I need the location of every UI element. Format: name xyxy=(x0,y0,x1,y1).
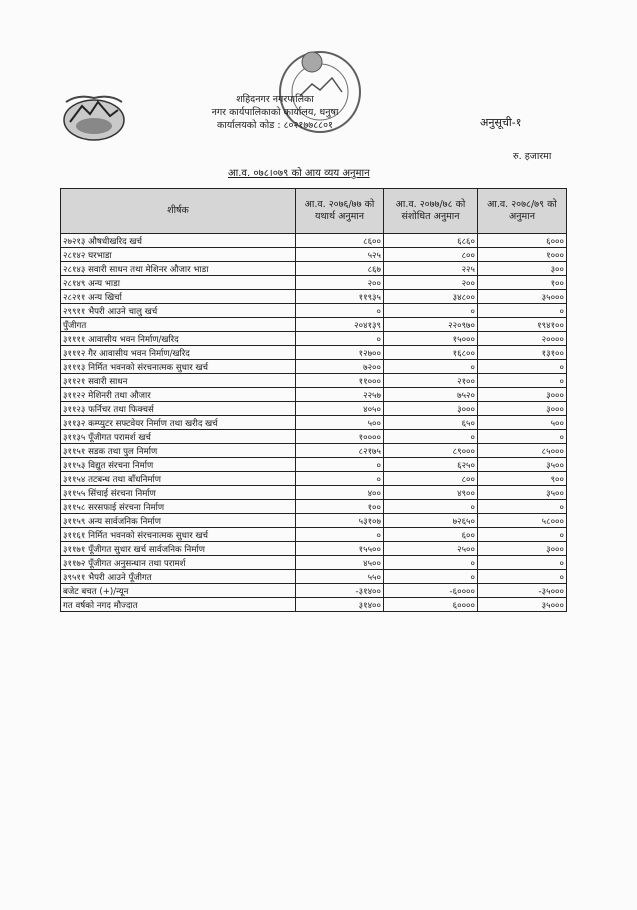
row-value: ३१४०० xyxy=(296,598,384,612)
row-value: ६०० xyxy=(384,528,478,542)
column-header: आ.व. २०७६/७७ को यथार्थ अनुमान xyxy=(296,189,384,234)
row-label: ३११५५ सिंचाई संरचना निर्माण xyxy=(61,486,296,500)
row-value: २०४१३९ xyxy=(296,318,384,332)
row-value: ५३१०७ xyxy=(296,514,384,528)
row-label: २९९११ भैपरी आउने चालु खर्च xyxy=(61,304,296,318)
table-row xyxy=(61,374,567,388)
row-value: ३५०० xyxy=(478,458,567,472)
row-value: १०० xyxy=(478,276,567,290)
table-row xyxy=(61,598,567,612)
budget-table xyxy=(60,188,567,612)
row-value: ९०० xyxy=(478,472,567,486)
row-value: १३१०० xyxy=(478,346,567,360)
row-value: -३१४०० xyxy=(296,584,384,598)
row-value: २०० xyxy=(296,276,384,290)
row-label: २८१४९ अन्य भाडा xyxy=(61,276,296,290)
column-header: आ.व. २०७८/७९ को अनुमान xyxy=(478,189,567,234)
column-header: आ.व. २०७७/७८ को संशोधित अनुमान xyxy=(384,189,478,234)
row-value: ० xyxy=(384,430,478,444)
row-value: ८५००० xyxy=(478,444,567,458)
table-row xyxy=(61,262,567,276)
row-label: ३११७१ पूँजीगत सुधार खर्च सार्वजनिक निर्माण xyxy=(61,542,296,556)
row-value: ६०००० xyxy=(384,598,478,612)
row-label: बजेट बचत (+)/न्यून xyxy=(61,584,296,598)
row-value: २१०० xyxy=(384,374,478,388)
row-value: ० xyxy=(296,304,384,318)
table-row xyxy=(61,318,567,332)
row-value: ० xyxy=(478,430,567,444)
row-value: २०००० xyxy=(478,332,567,346)
row-label: पुँजीगत xyxy=(61,318,296,332)
table-row xyxy=(61,500,567,514)
nepal-emblem-icon xyxy=(58,92,130,144)
row-label: ३११५९ अन्य सार्वजनिक निर्माण xyxy=(61,514,296,528)
table-row xyxy=(61,360,567,374)
row-value: ३५०० xyxy=(478,486,567,500)
row-label: ३१११३ निर्मित भवनको संरचनात्मक सुधार खर्च xyxy=(61,360,296,374)
row-label: ३९५११ भैपरी आउने पूँजीगत xyxy=(61,570,296,584)
row-value: २५०० xyxy=(384,542,478,556)
row-value: -६०००० xyxy=(384,584,478,598)
row-value: ० xyxy=(296,528,384,542)
row-value: ६५० xyxy=(384,416,478,430)
row-label: ३११७२ पूँजीगत अनुसन्धान तथा परामर्श xyxy=(61,556,296,570)
row-label: ३११२२ मेशिनरी तथा औजार xyxy=(61,388,296,402)
row-value: ० xyxy=(478,500,567,514)
row-value: १२७०० xyxy=(296,346,384,360)
table-row xyxy=(61,472,567,486)
row-label: २७२१३ औषधीखरिद खर्च xyxy=(61,234,296,248)
row-value: ० xyxy=(478,304,567,318)
row-value: ८६०० xyxy=(296,234,384,248)
table-row xyxy=(61,556,567,570)
row-value: ६८६० xyxy=(384,234,478,248)
table-row xyxy=(61,346,567,360)
row-value: १०००० xyxy=(296,430,384,444)
table-row xyxy=(61,584,567,598)
table-row xyxy=(61,542,567,556)
row-value: ४५०० xyxy=(296,556,384,570)
row-value: ८९००० xyxy=(384,444,478,458)
row-value: १०० xyxy=(296,500,384,514)
row-value: ४०० xyxy=(296,486,384,500)
row-value: ५०० xyxy=(296,416,384,430)
row-value: ० xyxy=(384,500,478,514)
row-value: ३००० xyxy=(478,388,567,402)
row-value: ५५० xyxy=(296,570,384,584)
row-value: ५८००० xyxy=(478,514,567,528)
table-row xyxy=(61,234,567,248)
row-value: ० xyxy=(384,304,478,318)
row-value: ० xyxy=(296,472,384,486)
table-row xyxy=(61,332,567,346)
row-value: ० xyxy=(384,360,478,374)
row-value: ३००० xyxy=(478,542,567,556)
row-value: ५२५ xyxy=(296,248,384,262)
row-value: -३५००० xyxy=(478,584,567,598)
row-value: ३००० xyxy=(384,402,478,416)
row-value: २२०९७० xyxy=(384,318,478,332)
row-label: ३११३२ कम्प्युटर सफ्टवेयर निर्माण तथा खरीद खर्च xyxy=(61,416,296,430)
table-row xyxy=(61,290,567,304)
row-value: १५००० xyxy=(384,332,478,346)
table-row xyxy=(61,528,567,542)
office-name: नगर कार्यपालिकाको कार्यालय, धनुषा xyxy=(211,107,339,118)
row-value: ७२०० xyxy=(296,360,384,374)
municipality-name: शहिदनगर नगरपालिका xyxy=(236,94,314,105)
row-value: ११९३५ xyxy=(296,290,384,304)
row-value: ० xyxy=(384,570,478,584)
table-row xyxy=(61,486,567,500)
row-value: २२५७ xyxy=(296,388,384,402)
row-value: ८२१७५ xyxy=(296,444,384,458)
office-header xyxy=(195,93,355,132)
row-value: १५५०० xyxy=(296,542,384,556)
row-value: २०० xyxy=(384,276,478,290)
row-value: ४०५० xyxy=(296,402,384,416)
row-value: १९४१०० xyxy=(478,318,567,332)
row-value: ० xyxy=(478,556,567,570)
row-value: ० xyxy=(384,556,478,570)
row-value: ८०० xyxy=(384,472,478,486)
row-label: २८२११ अन्य खिर्चा xyxy=(61,290,296,304)
row-label: ३११५१ सडक तथा पुल निर्माण xyxy=(61,444,296,458)
row-value: ६००० xyxy=(478,234,567,248)
row-label: २८१४२ घरभाडा xyxy=(61,248,296,262)
unit-label: रु. हजारमा xyxy=(513,151,552,162)
office-code: कार्यालयको कोड : ८०२१७७८८०१ xyxy=(217,120,333,131)
row-label: ३११३५ पूँजीगत परामर्श खर्च xyxy=(61,430,296,444)
row-value: ७२६५० xyxy=(384,514,478,528)
table-row xyxy=(61,276,567,290)
row-value: ३५००० xyxy=(478,290,567,304)
row-value: ० xyxy=(296,458,384,472)
row-value: ० xyxy=(296,332,384,346)
row-value: ३४८०० xyxy=(384,290,478,304)
row-value: १६८०० xyxy=(384,346,478,360)
table-row xyxy=(61,458,567,472)
row-value: ३०० xyxy=(478,262,567,276)
row-value: ० xyxy=(478,360,567,374)
table-row xyxy=(61,388,567,402)
row-value: ५०० xyxy=(478,416,567,430)
row-label: २८१४३ सवारी साधन तथा मेशिनर औजार भाडा xyxy=(61,262,296,276)
row-value: २२५ xyxy=(384,262,478,276)
table-header-row xyxy=(61,189,567,234)
table-row xyxy=(61,514,567,528)
row-value: ० xyxy=(478,374,567,388)
table-row xyxy=(61,430,567,444)
row-value: ११००० xyxy=(296,374,384,388)
row-value: ८०० xyxy=(384,248,478,262)
row-label: ३११२१ सवारी साधन xyxy=(61,374,296,388)
row-value: ३५००० xyxy=(478,598,567,612)
table-row xyxy=(61,402,567,416)
row-label: ३११५३ विद्युत संरचना निर्माण xyxy=(61,458,296,472)
row-value: ० xyxy=(478,570,567,584)
row-label: गत वर्षको नगद मौज्दात xyxy=(61,598,296,612)
table-row xyxy=(61,570,567,584)
table-row xyxy=(61,444,567,458)
row-value: ३००० xyxy=(478,402,567,416)
page-title: आ.व. ०७८।०७९ को आय व्यय अनुमान xyxy=(228,168,370,179)
annex-label: अनुसूची-१ xyxy=(480,116,522,129)
row-label: ३१११२ गैर आवासीय भवन निर्माण/खरिद xyxy=(61,346,296,360)
table-row xyxy=(61,416,567,430)
row-label: ३११६१ निर्मित भवनको संरचनात्मक सुधार खर्च xyxy=(61,528,296,542)
row-label: ३११५८ सरसफाई संरचना निर्माण xyxy=(61,500,296,514)
row-value: ८६७ xyxy=(296,262,384,276)
row-value: १००० xyxy=(478,248,567,262)
row-value: ० xyxy=(478,528,567,542)
column-header: शीर्षक xyxy=(61,189,296,234)
table-row xyxy=(61,248,567,262)
row-value: ४९०० xyxy=(384,486,478,500)
row-label: ३११२३ फर्निचर तथा फिक्चर्स xyxy=(61,402,296,416)
row-label: ३११११ आवासीय भवन निर्माण/खरिद xyxy=(61,332,296,346)
table-row xyxy=(61,304,567,318)
row-value: ७५२० xyxy=(384,388,478,402)
row-value: ६२५० xyxy=(384,458,478,472)
row-label: ३११५४ तटबन्ध तथा बाँधनिर्माण xyxy=(61,472,296,486)
